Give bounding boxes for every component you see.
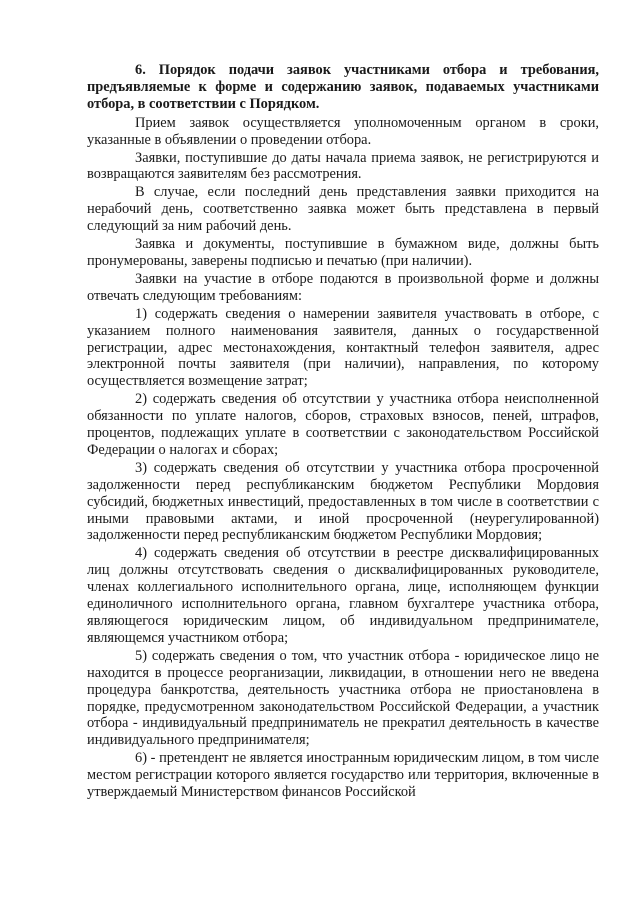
requirement-item-1: 1) содержать сведения о намерении заявителя участвовать в отборе, с указанием полного наименования заявителя, данных о государственной регистрации, адрес местонахождения, контактный телефон заявителя, адрес электронной почты заявителя (при наличии), направления, по которому осуществляется возмещение затрат; [87,305,599,390]
paragraph-non-working-day: В случае, если последний день представления заявки приходится на нерабочий день, соответственно заявка может быть представлена в первый следующий за ним рабочий день. [87,184,599,235]
paragraph-early-applications: Заявки, поступившие до даты начала приема заявок, не регистрируются и возвращаются заявителям без рассмотрения. [87,149,599,183]
paragraph-paper-documents: Заявка и документы, поступившие в бумажном виде, должны быть пронумерованы, заверены подписью и печатью (при наличии). [87,236,599,269]
requirement-item-2: 2) содержать сведения об отсутствии у участника отбора неисполненной обязанности по уплате налогов, сборов, страховых взносов, пеней, штрафов, процентов, подлежащих уплате в соответствии с законодательством Российской Федерации о налогах и сборах; [87,391,599,458]
requirement-item-6: 6) - претендент не является иностранным юридическим лицом, в том числе местом регистрации которого является государство или территория, включенные в утверждаемый Министерством финансов Российской [87,750,599,801]
paragraph-receipt-of-applications: Прием заявок осуществляется уполномоченным органом в сроки, указанные в объявлении о проведении отбора. [87,114,599,148]
paragraph-requirements-intro: Заявки на участие в отборе подаются в произвольной форме и должны отвечать следующим требованиям: [87,270,599,304]
section-heading: 6. Порядок подачи заявок участниками отбора и требования, предъявляемые к форме и содержанию заявок, подаваемых участниками отбора, в соответствии с Порядком. [87,62,599,112]
document-body [87,62,599,802]
requirement-item-5: 5) содержать сведения о том, что участник отбора - юридическое лицо не находится в процессе реорганизации, ликвидации, в отношении него не введена процедура банкротства, деятельность участника отбора не приостановлена в порядке, предусмотренном законодательством Российской Федерации, а участник отбора - индивидуальный предприниматель не прекратил деятельность в качестве индивидуального предпринимателя; [87,647,599,749]
requirement-item-4: 4) содержать сведения об отсутствии в реестре дисквалифицированных лиц должны отсутствовать сведения о дисквалифицированных руководителе, членах коллегиального исполнительного органа, лице, исполняющем функции единоличного исполнительного органа, главном бухгалтере участника отбора, являющегося юридическим лицом, об индивидуальном предпринимателе, являющемся участником отбора; [87,545,599,646]
requirement-item-3: 3) содержать сведения об отсутствии у участника отбора просроченной задолженности перед республиканским бюджетом Республики Мордовия субсидий, бюджетных инвестиций, предоставленных в том числе в соответствии с иными правовыми актами, и иной просроченной (неурегулированной) задолженности перед республиканским бюджетом Республики Мордовия; [87,459,599,544]
